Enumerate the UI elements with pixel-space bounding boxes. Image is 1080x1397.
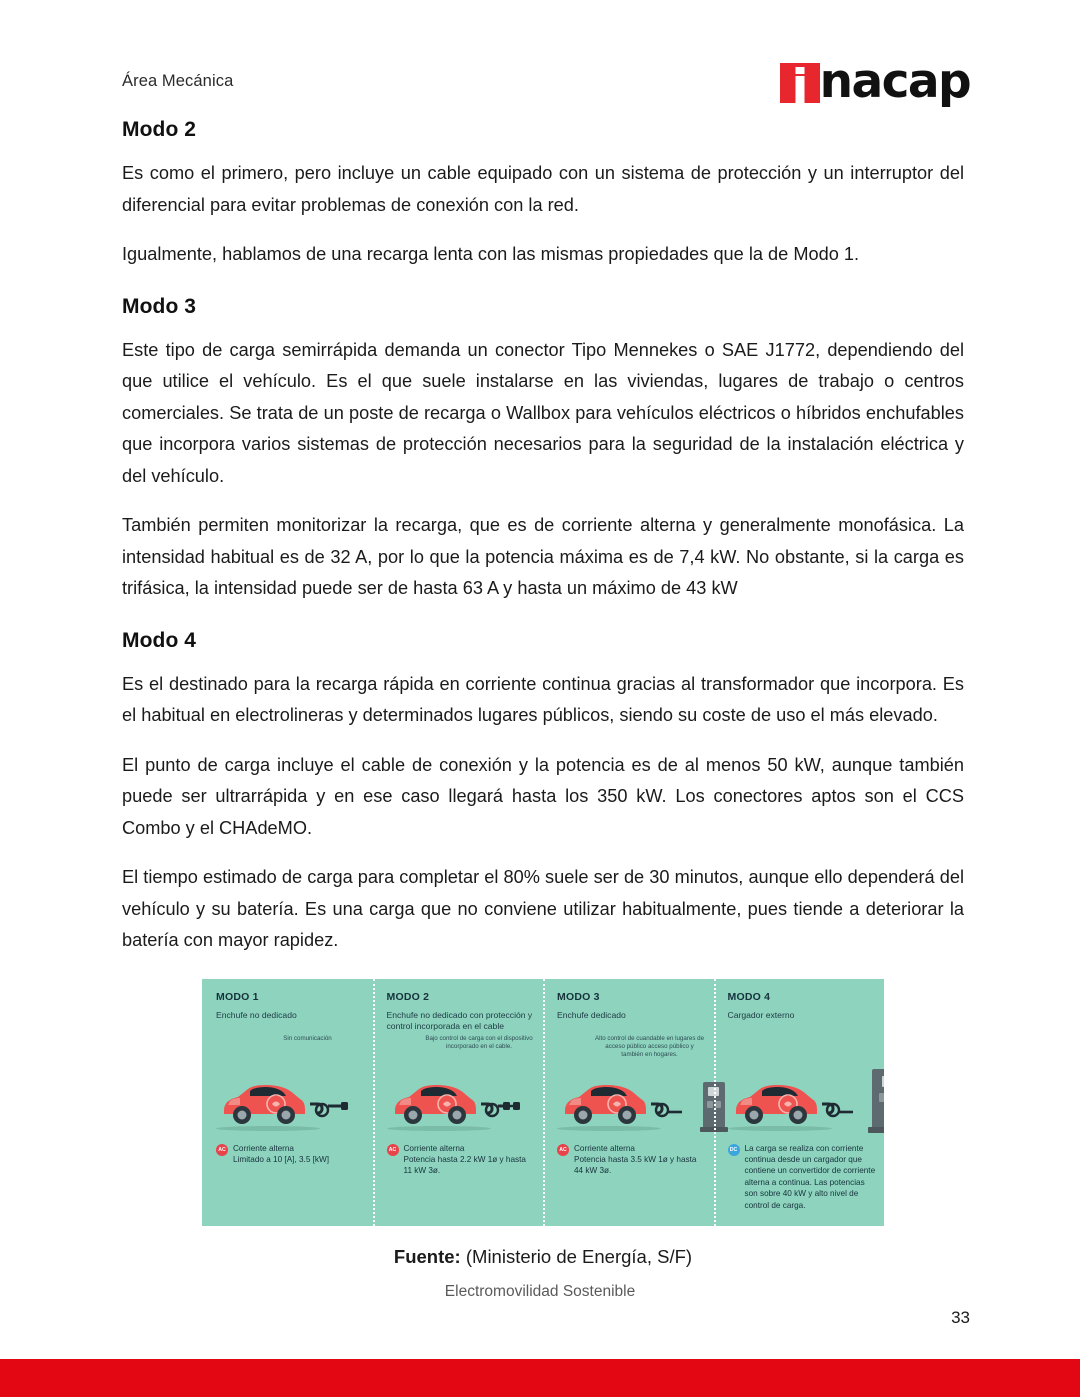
heading-modo-3: Modo 3 <box>122 294 197 318</box>
current-type-badge-ac-icon: AC <box>216 1144 228 1156</box>
figure-caption <box>394 1246 692 1268</box>
page-header <box>122 54 970 116</box>
inacap-logo-wordmark: nacap <box>819 54 970 109</box>
panel-footer-line-1: La carga se realiza con corriente continua desde un cargador que contiene un convertidor de corriente alterna a continua. Las potencias son sobre 40 kW y alto nivel de control de carga. <box>744 1143 876 1210</box>
current-type-badge-ac-icon: AC <box>557 1144 569 1156</box>
charging-plug-icon <box>308 1093 368 1119</box>
panel-footer-line-2: Limitado a 10 [A], 3.5 [kW] <box>233 1154 330 1164</box>
inacap-logo-mark-icon <box>780 63 820 103</box>
paragraph-modo4-1: Es el destinado para la recarga rápida en corriente continua gracias al transformador que incorpora. Es el habitual en electrolineras y determinados lugares públicos, siendo su coste de uso el más elevado. <box>122 673 964 725</box>
infographic-panel-modo-2 <box>373 979 544 1226</box>
page-number: 33 <box>951 1308 970 1327</box>
panel-footer-line-2: Potencia hasta 3.5 kW 1ø y hasta 44 kW 3ø. <box>574 1154 697 1176</box>
figure-caption-label: Fuente: <box>393 1245 461 1267</box>
panel-subtitle: Cargador externo <box>727 1009 795 1020</box>
panel-title: MODO 4 <box>727 990 771 1003</box>
panel-footer-note <box>557 1143 706 1177</box>
electric-car-icon <box>730 1077 822 1127</box>
infographic-panel-modo-4 <box>714 979 885 1226</box>
panel-annotation: Sin comunicación <box>283 1034 332 1042</box>
panel-illustration <box>553 1067 708 1133</box>
electric-car-icon <box>389 1077 481 1127</box>
paragraph-modo3-1: Este tipo de carga semirrápida demanda un conector Tipo Mennekes o SAE J1772, dependiendo del que utilice el vehículo. Es el que suele instalarse en las viviendas, lugares de trabajo o centros comerciales. Se trata de un poste de recarga o Wallbox para vehículos eléctricos o híbridos enchufables que incorpora varios sistemas de protección necesarios para la seguridad de la instalación eléctrica y del vehículo. <box>122 339 964 486</box>
current-type-badge-dc-icon: DC <box>728 1144 740 1156</box>
panel-illustration <box>724 1067 879 1133</box>
panel-footer-line-1: Corriente alterna <box>574 1143 635 1153</box>
panel-illustration <box>212 1067 367 1133</box>
panel-footer-text <box>574 1143 706 1177</box>
station-base <box>868 1127 885 1133</box>
panel-footer-line-1: Corriente alterna <box>403 1143 465 1153</box>
heading-modo-2: Modo 2 <box>122 118 197 141</box>
paragraph-modo3-2: También permiten monitorizar la recarga, que es de corriente alterna y generalmente monofásica. La intensidad habitual es de 32 A, por lo que la potencia máxima es de 7,4 kW. No obstante, si la carga es trifásica, la intensidad puede ser de hasta 63 A y hasta un máximo de 43 kW <box>122 515 964 598</box>
current-type-badge-ac-icon: AC <box>387 1144 399 1156</box>
figure-charging-modes <box>122 979 964 1268</box>
panel-title: MODO 2 <box>386 990 430 1003</box>
panel-footer-note <box>728 1143 877 1211</box>
panel-footer-line-1: Corriente alterna <box>233 1143 294 1153</box>
panel-title: MODO 1 <box>216 990 259 1003</box>
document-body <box>122 118 964 1268</box>
inacap-logo <box>780 54 970 112</box>
heading-modo-4: Modo 4 <box>122 628 197 652</box>
panel-illustration <box>383 1067 538 1133</box>
panel-footer-line-2: Potencia hasta 2.2 kW 1ø y hasta 11 kW 3ø. <box>403 1154 526 1176</box>
charging-plug-icon <box>649 1093 709 1119</box>
paragraph-modo2-2: Igualmente, hablamos de una recarga lenta con las mismas propiedades que la de Modo 1. <box>122 244 860 264</box>
panel-footer-note <box>387 1143 536 1177</box>
panel-subtitle: Enchufe no dedicado con protección y control incorporada en el cable <box>386 1009 533 1031</box>
paragraph-modo2-1: Es como el primero, pero incluye un cable equipado con un sistema de protección y un interruptor del diferencial para evitar problemas de conexión con la red. <box>122 163 964 215</box>
panel-footer-text <box>233 1143 329 1166</box>
panel-annotation: Alto control de cuandable en lugares de acceso público acceso público y también en hogares. <box>594 1034 705 1058</box>
station-screen <box>882 1076 885 1087</box>
charging-plug-icon <box>820 1093 880 1119</box>
panel-footer-text <box>745 1143 877 1211</box>
area-label: Área Mecánica <box>122 72 234 90</box>
dc-fast-charger-station-icon <box>872 1069 885 1129</box>
panel-subtitle: Enchufe dedicado <box>557 1009 626 1020</box>
infographic-panel-modo-3 <box>543 979 714 1226</box>
panel-subtitle: Enchufe no dedicado <box>216 1009 297 1020</box>
station-button <box>707 1101 713 1108</box>
figure-caption-source: (Ministerio de Energía, S/F) <box>465 1245 693 1267</box>
station-button <box>879 1093 885 1102</box>
paragraph-modo4-2: El punto de carga incluye el cable de conexión y la potencia es de al menos 50 kW, aunque también puede ser ultrarrápida y en ese caso llegará hasta los 350 kW. Los conectores aptos son el CCS Combo y el CHAdeMO. <box>122 754 964 838</box>
document-footer-title: Electromovilidad Sostenible <box>444 1283 636 1300</box>
panel-footer-note <box>216 1143 365 1166</box>
charging-plug-with-control-box-icon <box>479 1093 539 1119</box>
panel-annotation: Bajo control de carga con el dispositivo incorporado en el cable. <box>425 1034 533 1050</box>
panel-footer-text <box>404 1143 536 1177</box>
paragraph-modo4-3: El tiempo estimado de carga para completar el 80% suele ser de 30 minutos, aunque ello dependerá del vehículo y su batería. Es una carga que no conviene utilizar habitualmente, pues tiende a deteriorar la batería con mayor rapidez. <box>122 867 964 950</box>
infographic-panel-modo-1 <box>202 979 373 1226</box>
electric-car-icon <box>218 1077 310 1127</box>
footer-red-bar <box>0 1359 1080 1397</box>
electric-car-icon <box>559 1077 651 1127</box>
infographic-panels <box>202 979 884 1226</box>
panel-title: MODO 3 <box>557 990 600 1003</box>
